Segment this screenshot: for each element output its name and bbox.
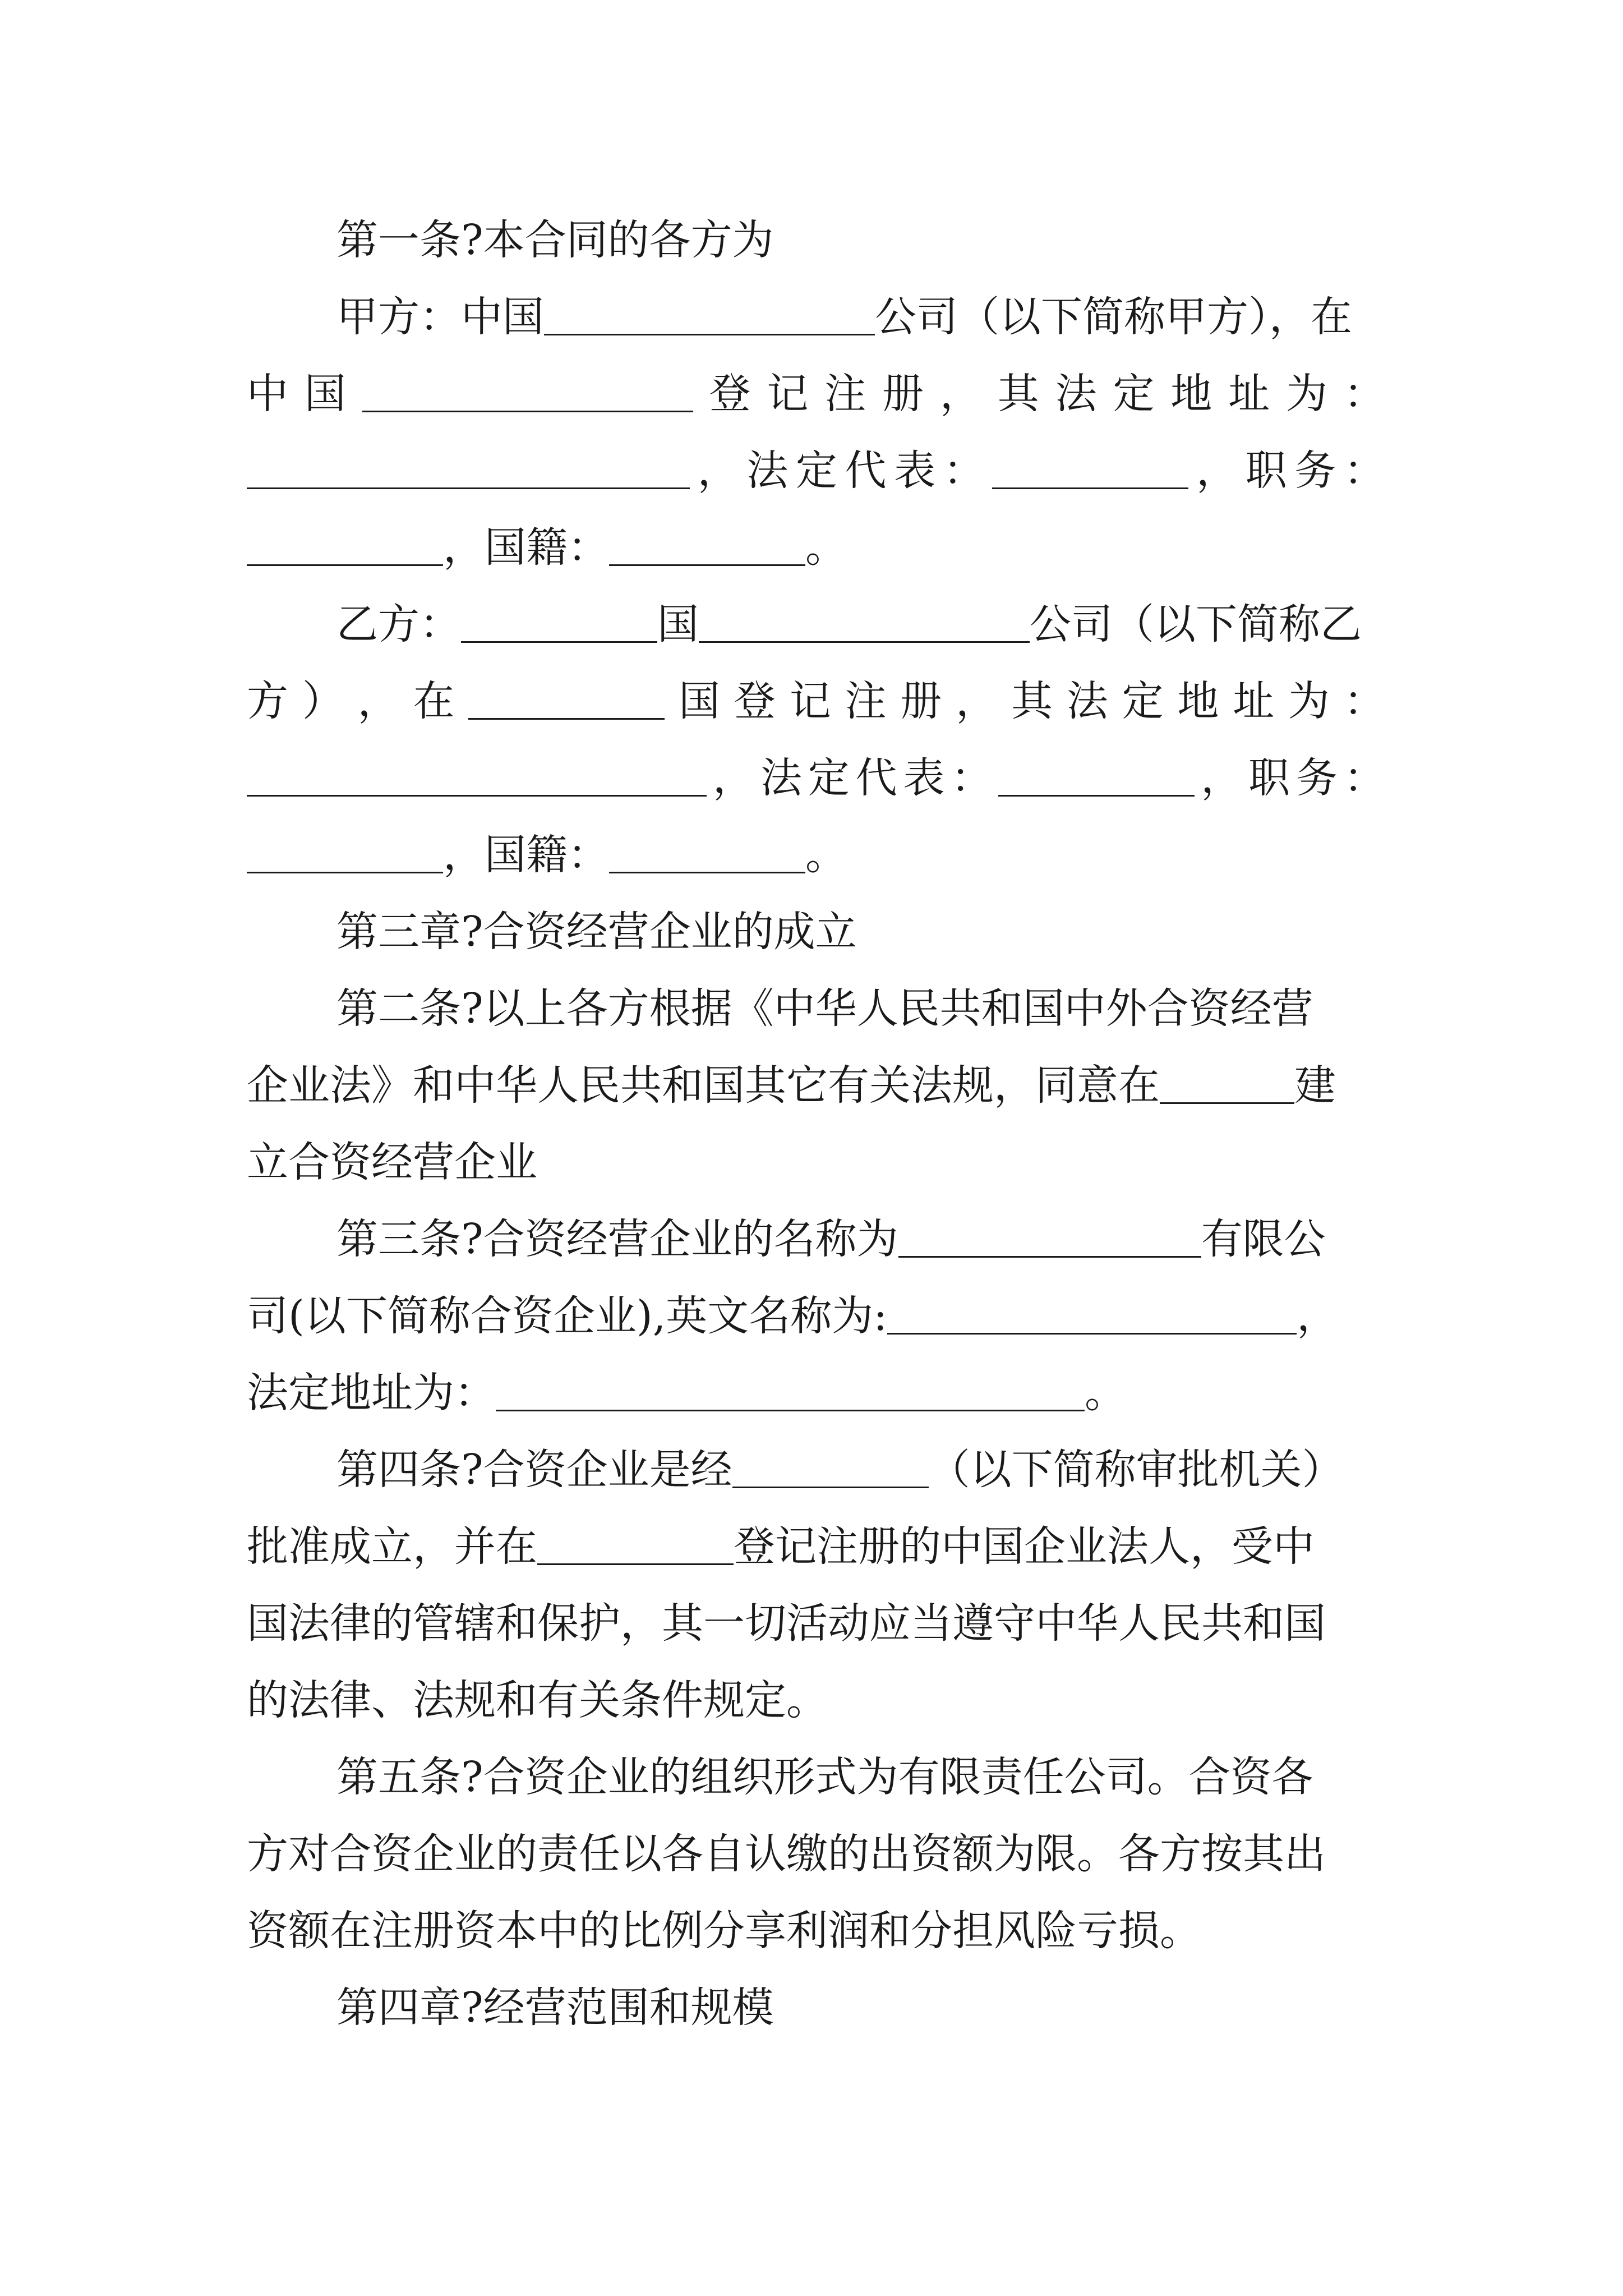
fill-in-blank[interactable] [247, 455, 690, 489]
text-segment: 代 [855, 754, 897, 802]
fill-in-blank[interactable] [247, 532, 443, 566]
text-line [247, 1893, 1385, 1970]
text-line [247, 279, 1385, 356]
fill-in-blank[interactable] [468, 685, 665, 720]
text-segment: 定 [1113, 370, 1155, 418]
text-segment: 。 [805, 831, 847, 879]
text-segment: 为 [1288, 677, 1330, 725]
text-segment: （以下简称审批机关） [928, 1446, 1344, 1494]
fill-in-blank[interactable] [998, 762, 1195, 797]
text-segment: 甲方：中国 [336, 293, 544, 341]
text-segment: 记 [789, 677, 831, 725]
text-line [247, 432, 1385, 509]
text-segment: ： [1343, 370, 1385, 418]
text-segment: 第二条?以上各方根据《中华人民共和国中外合资经营 [336, 984, 1313, 1033]
fill-in-blank[interactable] [1160, 1070, 1294, 1104]
text-segment: ： [943, 447, 985, 495]
text-segment: 职 [1248, 754, 1290, 802]
text-segment: 第四章?经营范围和规模 [336, 1984, 774, 2032]
text-segment: ： [1343, 677, 1385, 725]
text-segment: 国 [304, 370, 346, 418]
text-segment: 的法律、法规和有关条件规定。 [247, 1676, 828, 1724]
text-segment: 务 [1294, 447, 1336, 495]
text-segment: 定 [795, 447, 837, 495]
text-segment: 立合资经营企业 [247, 1138, 537, 1186]
text-segment: 第三条?合资经营企业的名称为 [336, 1215, 898, 1263]
text-line [247, 663, 1385, 740]
text-segment: 方 [247, 677, 288, 725]
text-segment: 定 [1122, 677, 1164, 725]
fill-in-blank[interactable] [898, 1223, 1201, 1258]
text-segment: 登 [709, 370, 751, 418]
text-line [247, 1508, 1385, 1585]
text-segment: 址 [1228, 370, 1270, 418]
text-segment: 资额在注册资本中的比例分享利润和分担风险亏损。 [247, 1907, 1201, 1955]
text-segment: ， [697, 447, 739, 495]
text-segment: 乙方： [336, 600, 461, 648]
text-segment: ，国籍： [443, 831, 609, 879]
text-line [247, 1970, 1385, 2046]
text-segment: ， [1196, 447, 1238, 495]
text-segment: 第三章?合资经营企业的成立 [336, 908, 857, 956]
text-segment: 为 [1285, 370, 1327, 418]
text-line [247, 1432, 1385, 1508]
text-line [247, 509, 1385, 586]
text-line [247, 970, 1385, 1047]
text-segment: 其 [1011, 677, 1053, 725]
text-segment: ） [302, 677, 344, 725]
text-segment: 册 [900, 677, 942, 725]
text-segment: 第四条?合资企业是经 [336, 1446, 732, 1494]
text-segment: 址 [1233, 677, 1275, 725]
text-line [247, 1047, 1385, 1124]
text-segment: 注 [845, 677, 887, 725]
fill-in-blank[interactable] [247, 839, 443, 873]
text-segment: 务 [1296, 754, 1338, 802]
text-segment: 第一条?本合同的各方为 [336, 216, 774, 264]
text-segment: 第五条?合资企业的组织形式为有限责任公司。合资各 [336, 1753, 1313, 1801]
text-segment: 国 [657, 600, 699, 648]
text-line [247, 1585, 1385, 1662]
fill-in-blank[interactable] [609, 532, 805, 566]
text-segment: 建 [1294, 1061, 1336, 1110]
text-segment: 企业法》和中华人民共和国其它有关法规，同意在 [247, 1061, 1160, 1110]
text-line [247, 356, 1385, 432]
text-segment: 公司（以下简称甲方），在 [875, 293, 1352, 341]
text-segment: 其 [997, 370, 1039, 418]
text-line [247, 1355, 1385, 1432]
text-segment: ， [1297, 1292, 1339, 1340]
text-segment: ， [357, 677, 399, 725]
text-line [247, 586, 1385, 663]
fill-in-blank[interactable] [362, 378, 693, 412]
text-segment: ： [1343, 447, 1385, 495]
text-segment: 法 [1055, 370, 1097, 418]
text-segment: 司(以下简称合资企业),英文名称为: [247, 1292, 888, 1340]
text-segment: 有限公 [1201, 1215, 1326, 1263]
text-segment: 表 [903, 754, 945, 802]
text-segment: 登 [734, 677, 776, 725]
text-line [247, 740, 1385, 817]
text-segment: 册 [882, 370, 924, 418]
text-segment: 法 [746, 447, 789, 495]
text-segment: 方对合资企业的责任以各自认缴的出资额为限。各方按其出 [247, 1830, 1326, 1878]
text-segment: 。 [1085, 1369, 1126, 1417]
text-segment: ， [939, 370, 981, 418]
text-segment: 地 [1177, 677, 1219, 725]
text-segment: 记 [767, 370, 809, 418]
contract-body [247, 202, 1385, 2046]
text-segment: 批准成立，并在 [247, 1522, 537, 1571]
text-line [247, 1201, 1385, 1278]
text-line [247, 1662, 1385, 1739]
text-segment: 代 [845, 447, 887, 495]
fill-in-blank[interactable] [461, 609, 657, 643]
fill-in-blank[interactable] [544, 301, 875, 335]
text-line [247, 1816, 1385, 1893]
text-segment: ， [956, 677, 998, 725]
text-line [247, 1124, 1385, 1201]
text-segment: 职 [1245, 447, 1287, 495]
text-segment: 表 [894, 447, 936, 495]
text-segment: 登记注册的中国企业法人，受中 [734, 1522, 1315, 1571]
fill-in-blank[interactable] [247, 762, 707, 797]
text-segment: 。 [805, 523, 847, 572]
fill-in-blank[interactable] [537, 1531, 734, 1565]
text-segment: 在 [413, 677, 455, 725]
text-segment: ，国籍： [443, 523, 609, 572]
text-segment: 地 [1170, 370, 1212, 418]
text-segment: 公司（以下简称乙 [1030, 600, 1362, 648]
fill-in-blank[interactable] [609, 839, 805, 873]
text-segment: 国 [679, 677, 721, 725]
text-line [247, 1739, 1385, 1816]
text-segment: ， [1201, 754, 1243, 802]
text-line [247, 202, 1385, 279]
fill-in-blank[interactable] [887, 1300, 1297, 1335]
text-segment: 中 [247, 370, 288, 418]
text-line [247, 894, 1385, 970]
fill-in-blank[interactable] [496, 1377, 1085, 1411]
fill-in-blank[interactable] [992, 455, 1188, 489]
fill-in-blank[interactable] [699, 609, 1030, 643]
text-segment: 注 [824, 370, 866, 418]
text-segment: 法 [760, 754, 802, 802]
text-segment: 法 [1066, 677, 1108, 725]
text-segment: 国法律的管辖和保护，其一切活动应当遵守中华人民共和国 [247, 1599, 1326, 1648]
text-segment: ： [951, 754, 993, 802]
text-segment: ： [1343, 754, 1385, 802]
text-line [247, 817, 1385, 894]
text-segment: ， [712, 754, 754, 802]
text-segment: 法定地址为： [247, 1369, 496, 1417]
fill-in-blank[interactable] [732, 1454, 929, 1488]
text-segment: 定 [808, 754, 850, 802]
text-line [247, 1278, 1385, 1355]
